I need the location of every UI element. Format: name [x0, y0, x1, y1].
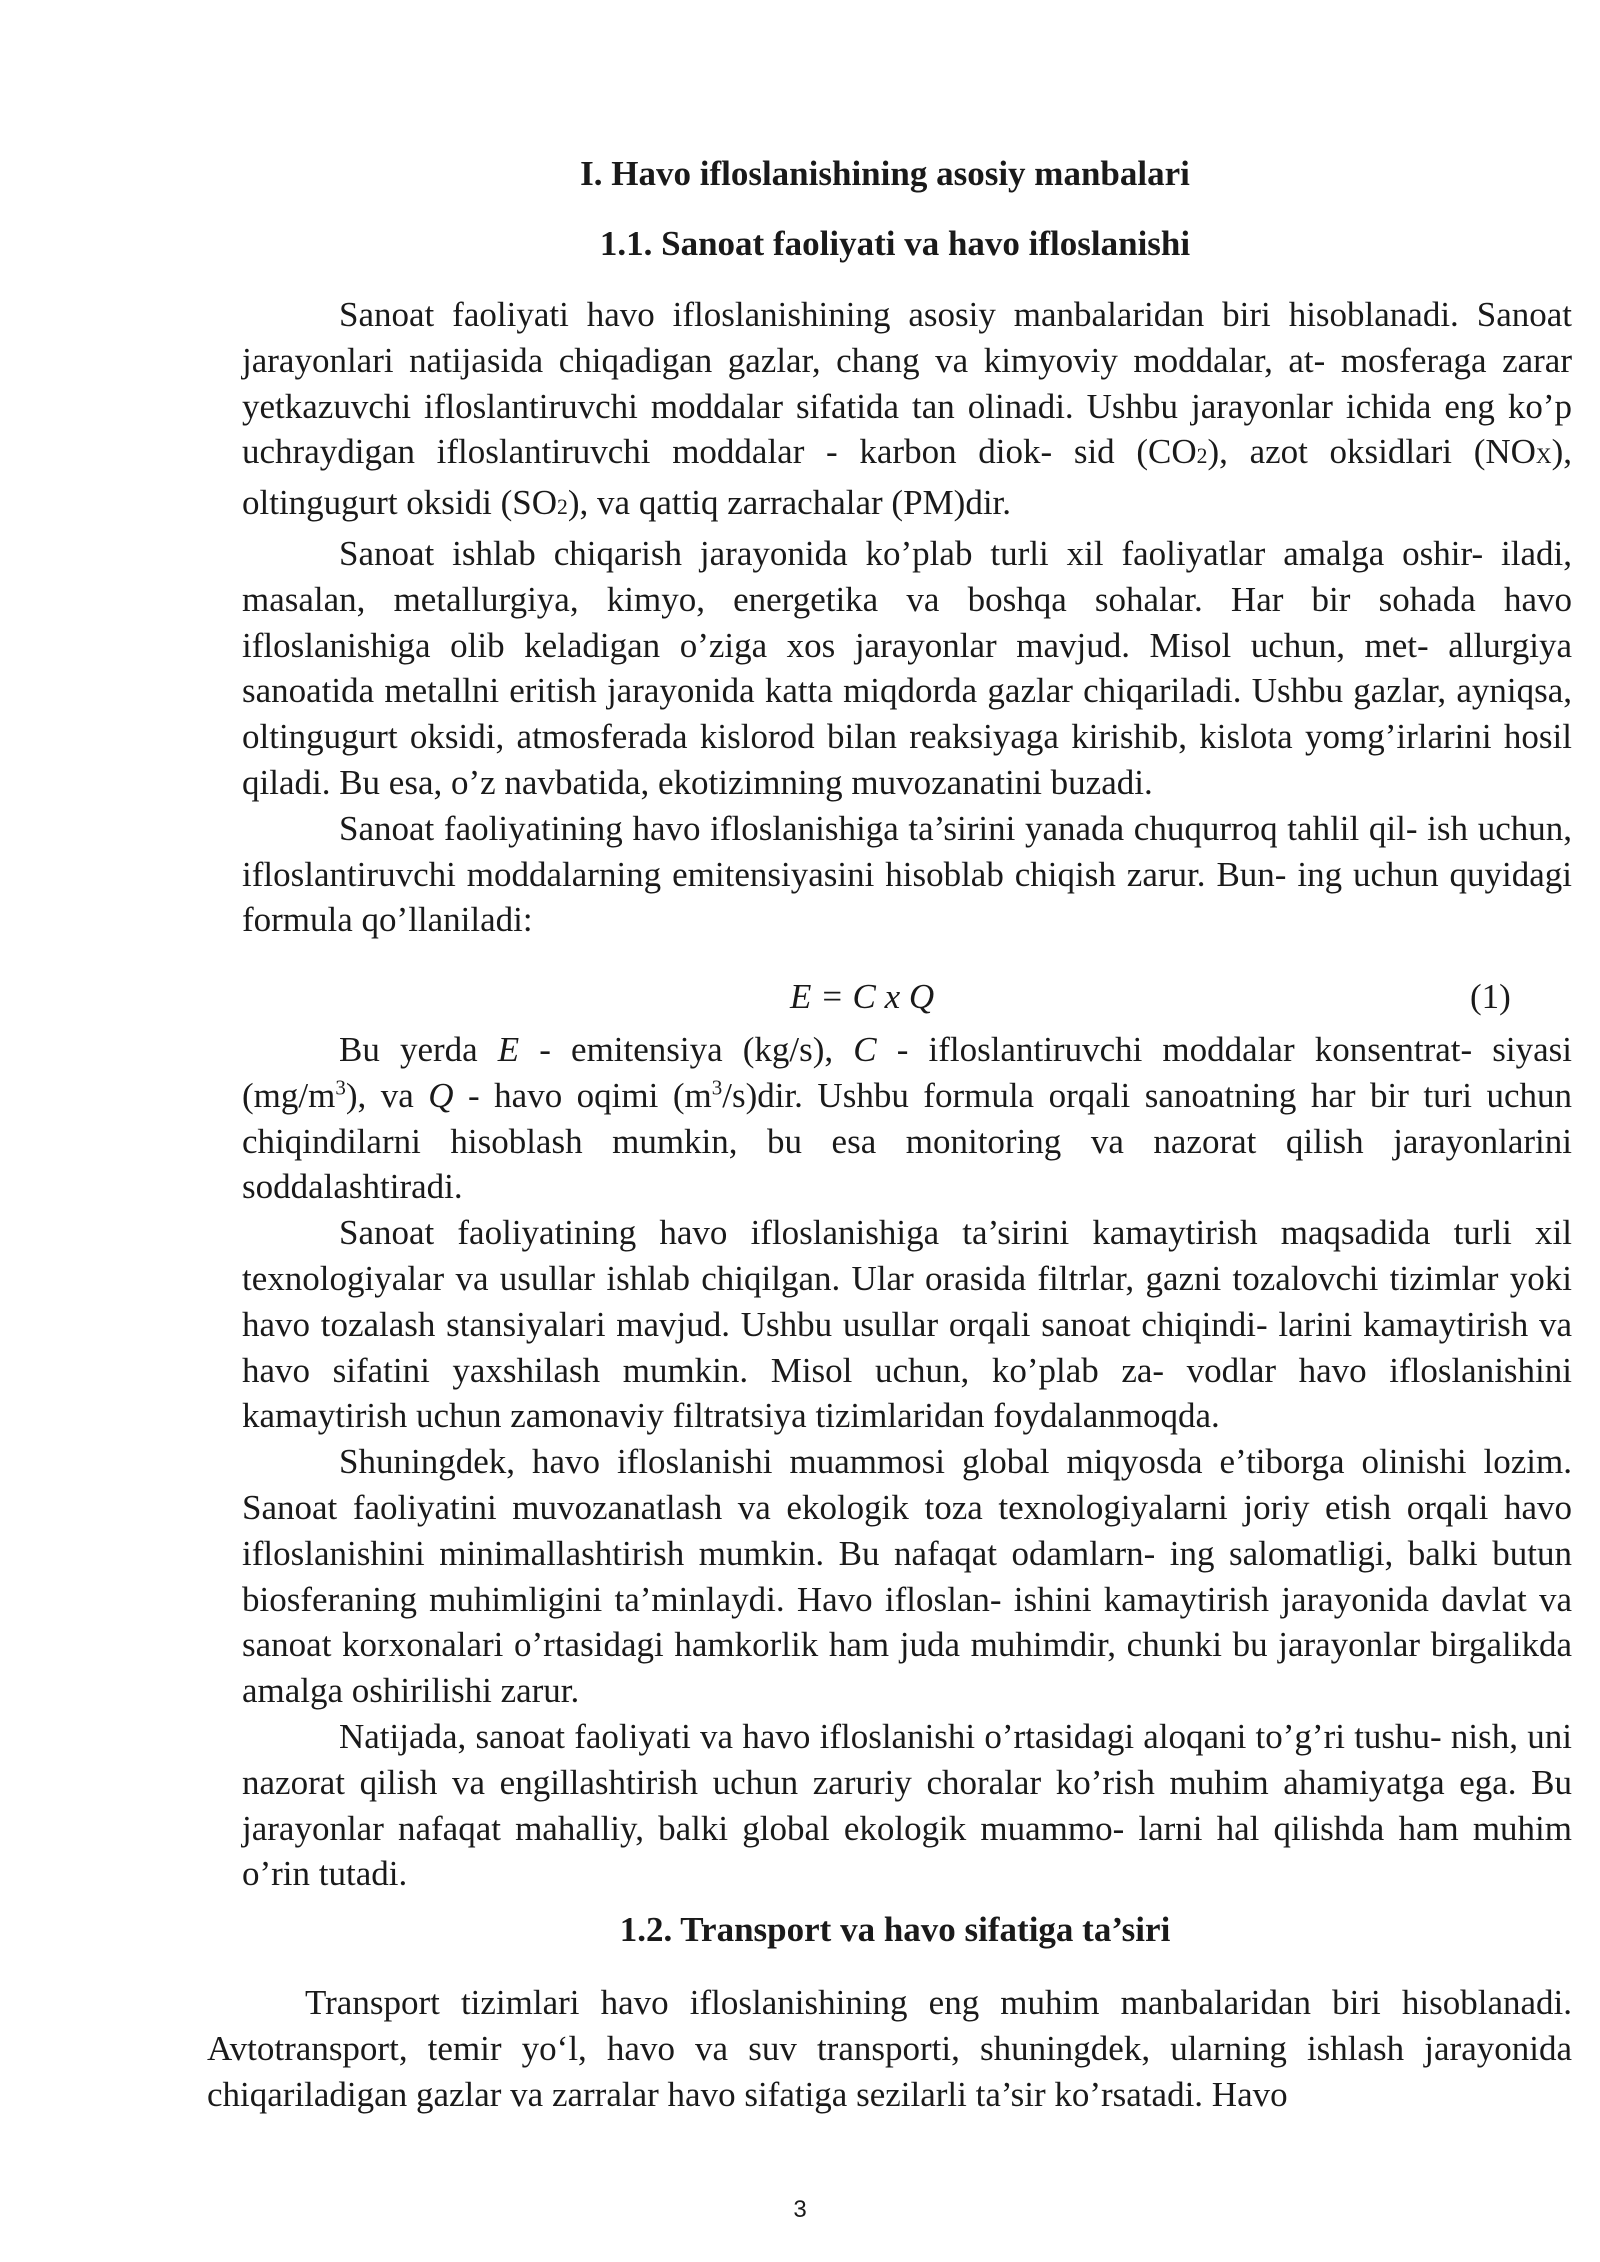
- section-heading-1-1: 1.1. Sanoat faoliyati va havo ifloslanishi: [599, 224, 1191, 263]
- chapter-heading: I. Havo ifloslanishining asosiy manbalari: [580, 154, 1190, 193]
- paragraph-1: Sanoat faoliyati havo ifloslanishining asosiy manbalaridan biri hisoblanadi. Sanoat jarayonlari natijasida chiqadigan gazlar, chang va kimyoviy moddalar, at- mosferaga zarar yetkazuvchi ifloslantiruvchi moddalar sifatida tan olinadi. Ushbu jarayonlar ichida eng ko’p uchraydigan ifloslantiruvchi moddalar - karbon diok- sid (CO2), azot oksidlari (NOX), oltingugurt oksidi (SO2), va qattiq zarrachalar (PM)dir.: [242, 295, 1572, 523]
- paragraph-6: Shuningdek, havo ifloslanishi muammosi global miqyosda e’tiborga olinishi lozim. Sanoat faoliyatini muvozanatlash va ekologik toza texnologiyalarni joriy etish orqali havo ifloslanishini minimallashtirish mumkin. Bu nafaqat odamlarn- ing salomatligi, balki butun biosferaning muhimligini ta’minlaydi. Havo ifloslan- ishini kamaytirish jarayonida davlat va sanoat korxonalari o’rtasidagi hamkorlik ham juda muhimdir, chunki bu jarayonlar birgalikda amalga oshirilishi zarur.: [242, 1442, 1572, 1711]
- paragraph-8: Transport tizimlari havo ifloslanishining eng muhim manbalaridan biri hisoblanadi. Avtotransport, temir yo‘l, havo va suv transporti, shuningdek, ularning ishlash jarayonida chiqariladigan gazlar va zarralar havo sifatiga sezilarli ta’sir ko’rsatadi. Havo: [207, 1983, 1572, 2114]
- paragraph-5: Sanoat faoliyatining havo ifloslanishiga ta’sirini kamaytirish maqsadida turli xil texnologiyalar va usullar ishlab chiqilgan. Ular orasida filtrlar, gazni tozalovchi tizimlar yoki havo tozalash stansiyalari mavjud. Ushbu usullar orqali sanoat chiqindi- larini kamaytirish va havo sifatini yaxshilash mumkin. Misol uchun, ko’plab za- vodlar havo ifloslanishini kamaytirish uchun zamonaviy filtratsiya tizimlaridan foydalanmoqda.: [242, 1213, 1572, 1436]
- formula-row: [0, 973, 1600, 1021]
- formula-number: (1): [1470, 977, 1511, 1016]
- paragraph-3: Sanoat faoliyatining havo ifloslanishiga ta’sirini yanada chuqurroq tahlil qil- ish uchun, ifloslantiruvchi moddalarning emitensiyasini hisoblab chiqish zarur. Bun- ing uchun quyidagi formula qo’llaniladi:: [242, 808, 1572, 940]
- page-number: 3: [793, 2196, 807, 2223]
- paragraph-7: Natijada, sanoat faoliyati va havo ifloslanishi o’rtasidagi aloqani to’g’ri tushu- nish, uni nazorat qilish va engillashtirish uchun zaruriy choralar ko’rish muhim ahamiyatga ega. Bu jarayonlar nafaqat mahalliy, balki global ekologik muammo- larni hal qilishda ham muhim o’rin tutadi.: [242, 1716, 1572, 1894]
- section-1-1-body-top: [242, 292, 1572, 943]
- paragraph-4: Bu yerda E - emitensiya (kg/s), C - ifloslantiruvchi moddalar konsentrat- siyasi $(mg/m^3)$, va Q - havo oqimi $(m^3/s)dir$. Ushbu formula orqali sanoatning har bir turi uchun chiqindilarni hisoblash mumkin, bu esa monitoring va nazorat qilish jarayonlarini soddalashtiradi.: [242, 1030, 1572, 1207]
- formula-expression: E = C x Q: [790, 977, 935, 1016]
- paragraph-2: Sanoat ishlab chiqarish jarayonida ko’plab turli xil faoliyatlar amalga oshir- iladi, masalan, metallurgiya, kimyo, energetika va boshqa sohalar. Har bir sohada havo ifloslanishiga olib keladigan o’ziga xos jarayonlar mavjud. Misol uchun, met- allurgiya sanoatida metallni eritish jarayonida katta miqdorda gazlar chiqariladi. Ushbu gazlar, ayniqsa, oltingugurt oksidi, atmosferada kislorod bilan reaksiyaga kirishib, kislota yomg’irlarini hosil qiladi. Bu esa, o’z navbatida, ekotizimning muvozanatini buzadi.: [242, 533, 1572, 802]
- section-1-1-body-bottom: [242, 1027, 1572, 1897]
- section-heading-1-2: 1.2. Transport va havo sifatiga ta’siri: [619, 1910, 1171, 1949]
- section-1-2-body: [207, 1980, 1572, 2117]
